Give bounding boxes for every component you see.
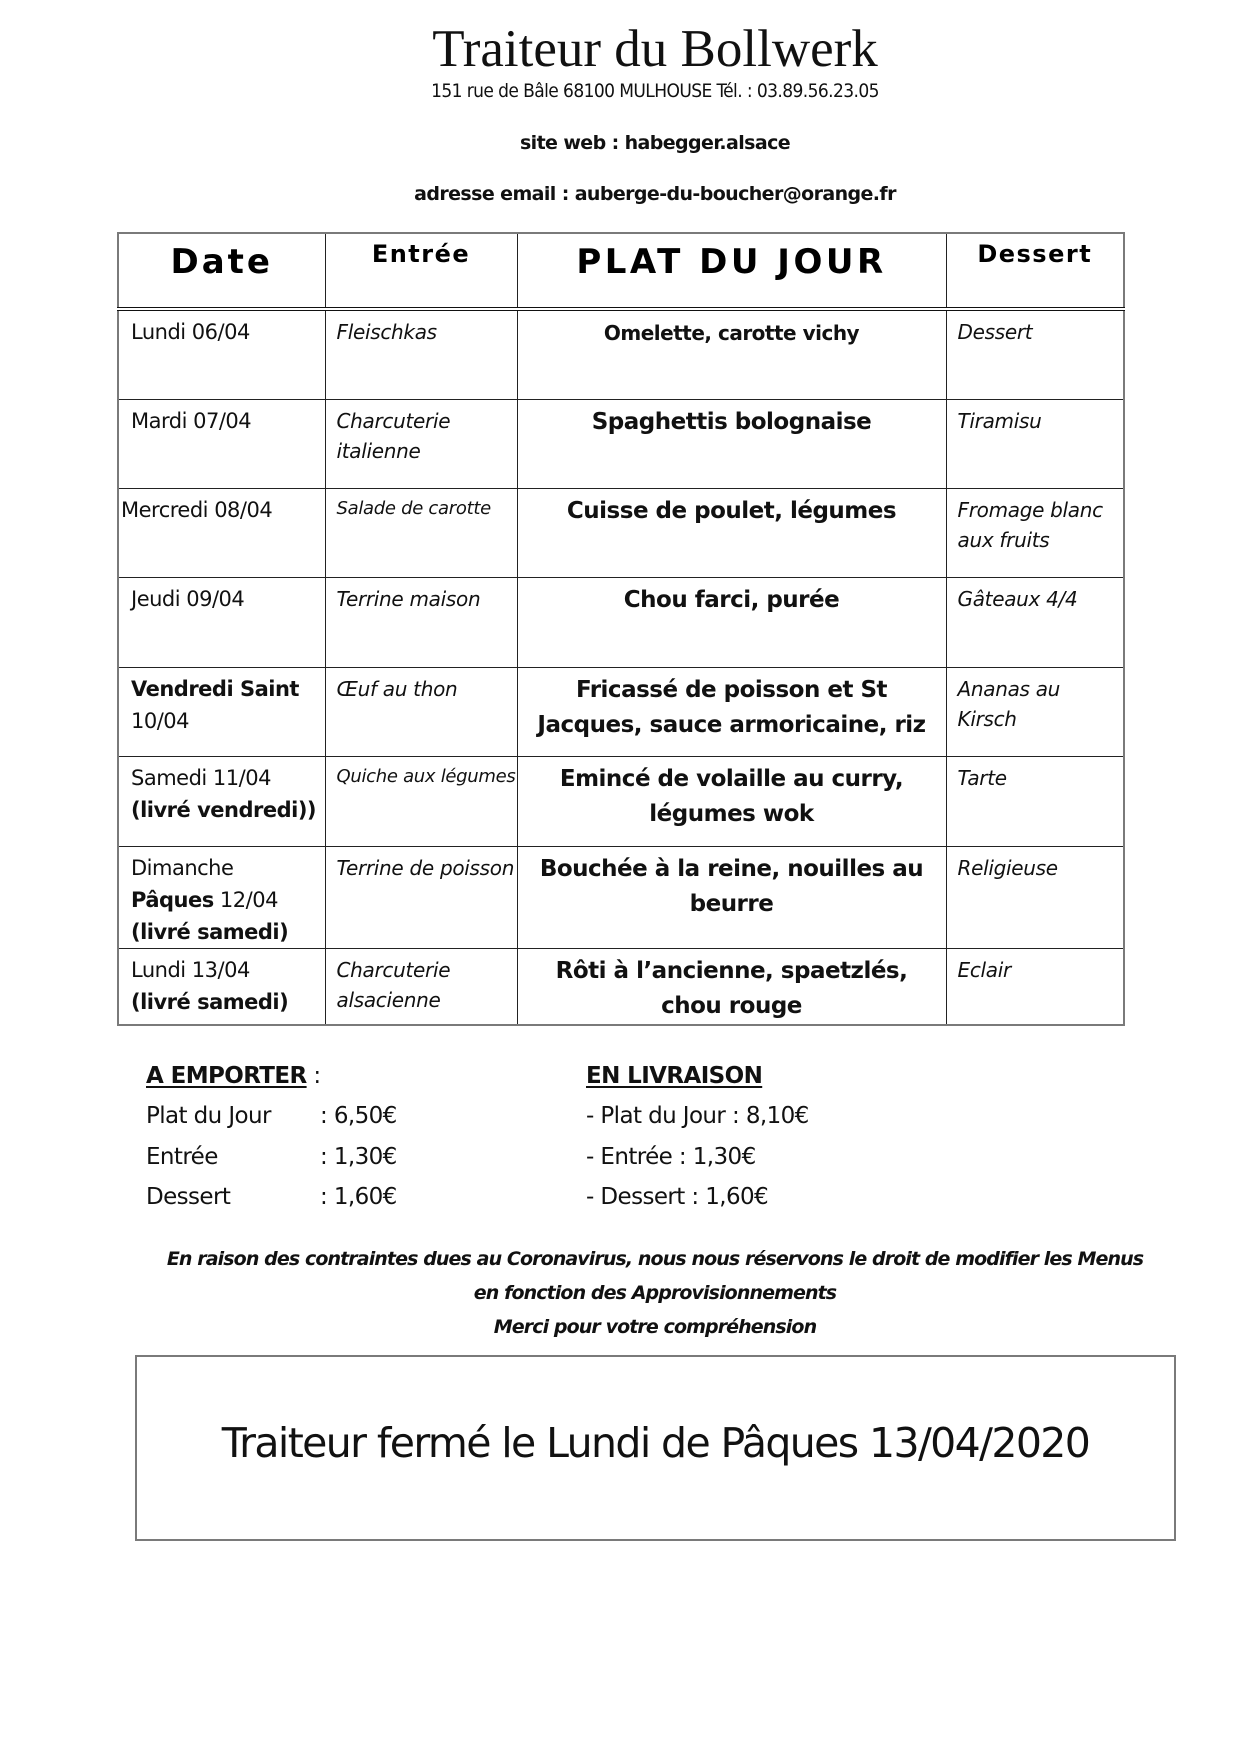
entree-cell: Salade de carotte <box>325 488 517 577</box>
table-row <box>118 846 1124 948</box>
date-text: Mardi 07/04 <box>131 408 252 433</box>
delivery-price-line: - Entrée : 1,30€ <box>586 1144 756 1170</box>
entree-cell: Quiche aux légumes <box>325 756 517 846</box>
delivery-heading-text: EN LIVRAISON <box>586 1063 763 1089</box>
closure-notice-text: Traiteur fermé le Lundi de Pâques 13/04/2020 <box>221 1419 1090 1467</box>
date-day-label: Vendredi Saint <box>131 676 299 701</box>
date-text: Lundi 06/04 <box>131 320 250 344</box>
entree-cell: Fleischkas <box>325 309 517 399</box>
table-header-row <box>118 233 1124 309</box>
table-row <box>118 309 1124 399</box>
thank-you-line: Merci pour votre compréhension <box>493 1316 817 1338</box>
date-text: Jeudi 09/04 <box>131 586 245 611</box>
business-title: Traiteur du Bollwerk <box>432 20 878 78</box>
table-row <box>118 488 1124 577</box>
date-text: Mercredi 08/04 <box>121 497 273 522</box>
takeaway-price-value: : 1,60€ <box>320 1184 397 1210</box>
plat-cell: Bouchée à la reine, nouilles au beurre <box>517 846 946 948</box>
column-header-date: Date <box>118 233 325 309</box>
delivery-note: (livré vendredi)) <box>131 797 317 822</box>
business-address: 151 rue de Bâle 68100 MULHOUSE Tél. : 03.89.56.23.05 <box>431 80 879 102</box>
dessert-cell: Fromage blanc aux fruits <box>946 488 1124 577</box>
weekly-menu-table <box>117 232 1125 1026</box>
takeaway-prices-heading <box>146 1063 320 1089</box>
takeaway-price-label: Entrée <box>146 1144 218 1170</box>
delivery-price-line: - Dessert : 1,60€ <box>586 1184 769 1210</box>
plat-cell: Chou farci, purée <box>517 577 946 667</box>
takeaway-heading-text: A EMPORTER <box>146 1063 307 1089</box>
dessert-cell: Tarte <box>946 756 1124 846</box>
entree-cell: Œuf au thon <box>325 667 517 756</box>
table-row <box>118 577 1124 667</box>
table-row <box>118 399 1124 488</box>
entree-cell: Terrine de poisson <box>325 846 517 948</box>
heading-colon: : <box>306 1063 321 1089</box>
column-header-dessert: Dessert <box>946 233 1124 309</box>
dessert-cell: Gâteaux 4/4 <box>946 577 1124 667</box>
date-cell <box>118 756 325 846</box>
dessert-cell: Eclair <box>946 948 1124 1025</box>
date-cell <box>118 309 325 399</box>
delivery-note: (livré samedi) <box>131 989 289 1014</box>
entree-cell: Charcuterie alsacienne <box>325 948 517 1025</box>
table-row <box>118 756 1124 846</box>
takeaway-price-label: Plat du Jour <box>146 1103 271 1129</box>
date-text: Lundi 13/04 <box>131 957 250 982</box>
plat-cell: Rôti à l’ancienne, spaetzlés, chou rouge <box>517 948 946 1025</box>
dessert-cell: Ananas au Kirsch <box>946 667 1124 756</box>
dessert-cell: Dessert <box>946 309 1124 399</box>
email-line: adresse email : auberge-du-boucher@orange.fr <box>414 183 896 205</box>
table-row <box>118 948 1124 1025</box>
date-text: Dimanche <box>131 855 234 880</box>
date-text: Samedi 11/04 <box>131 765 271 790</box>
dessert-cell: Religieuse <box>946 846 1124 948</box>
entree-cell: Terrine maison <box>325 577 517 667</box>
column-header-plat-du-jour: PLAT DU JOUR <box>517 233 946 309</box>
date-cell <box>118 488 325 577</box>
date-text: 10/04 <box>131 708 190 733</box>
plat-cell: Cuisse de poulet, légumes <box>517 488 946 577</box>
date-number: 12/04 <box>213 887 278 912</box>
column-header-entree: Entrée <box>325 233 517 309</box>
closure-notice-box <box>135 1355 1176 1541</box>
table-row <box>118 667 1124 756</box>
website-line: site web : habegger.alsace <box>519 132 791 154</box>
coronavirus-notice-line: en fonction des Approvisionnements <box>473 1282 837 1304</box>
date-cell <box>118 846 325 948</box>
holiday-label: Pâques <box>131 887 214 912</box>
delivery-price-line: - Plat du Jour : 8,10€ <box>586 1103 809 1129</box>
coronavirus-notice-line: En raison des contraintes dues au Coronavirus, nous nous réservons le droit de modifier les Menus <box>166 1248 1144 1270</box>
date-text-line2 <box>131 884 325 916</box>
date-cell <box>118 399 325 488</box>
takeaway-price-label: Dessert <box>146 1184 231 1210</box>
plat-cell: Spaghettis bolognaise <box>517 399 946 488</box>
takeaway-price-value: : 1,30€ <box>320 1144 397 1170</box>
date-cell <box>118 948 325 1025</box>
dessert-cell: Tiramisu <box>946 399 1124 488</box>
takeaway-price-value: : 6,50€ <box>320 1103 397 1129</box>
entree-cell: Charcuterie italienne <box>325 399 517 488</box>
plat-cell: Fricassé de poisson et St Jacques, sauce armoricaine, riz <box>517 667 946 756</box>
date-cell <box>118 667 325 756</box>
date-cell <box>118 577 325 667</box>
plat-cell: Omelette, carotte vichy <box>517 309 946 399</box>
delivery-note: (livré samedi) <box>131 919 289 944</box>
plat-cell: Emincé de volaille au curry, légumes wok <box>517 756 946 846</box>
delivery-prices-heading <box>586 1063 762 1089</box>
